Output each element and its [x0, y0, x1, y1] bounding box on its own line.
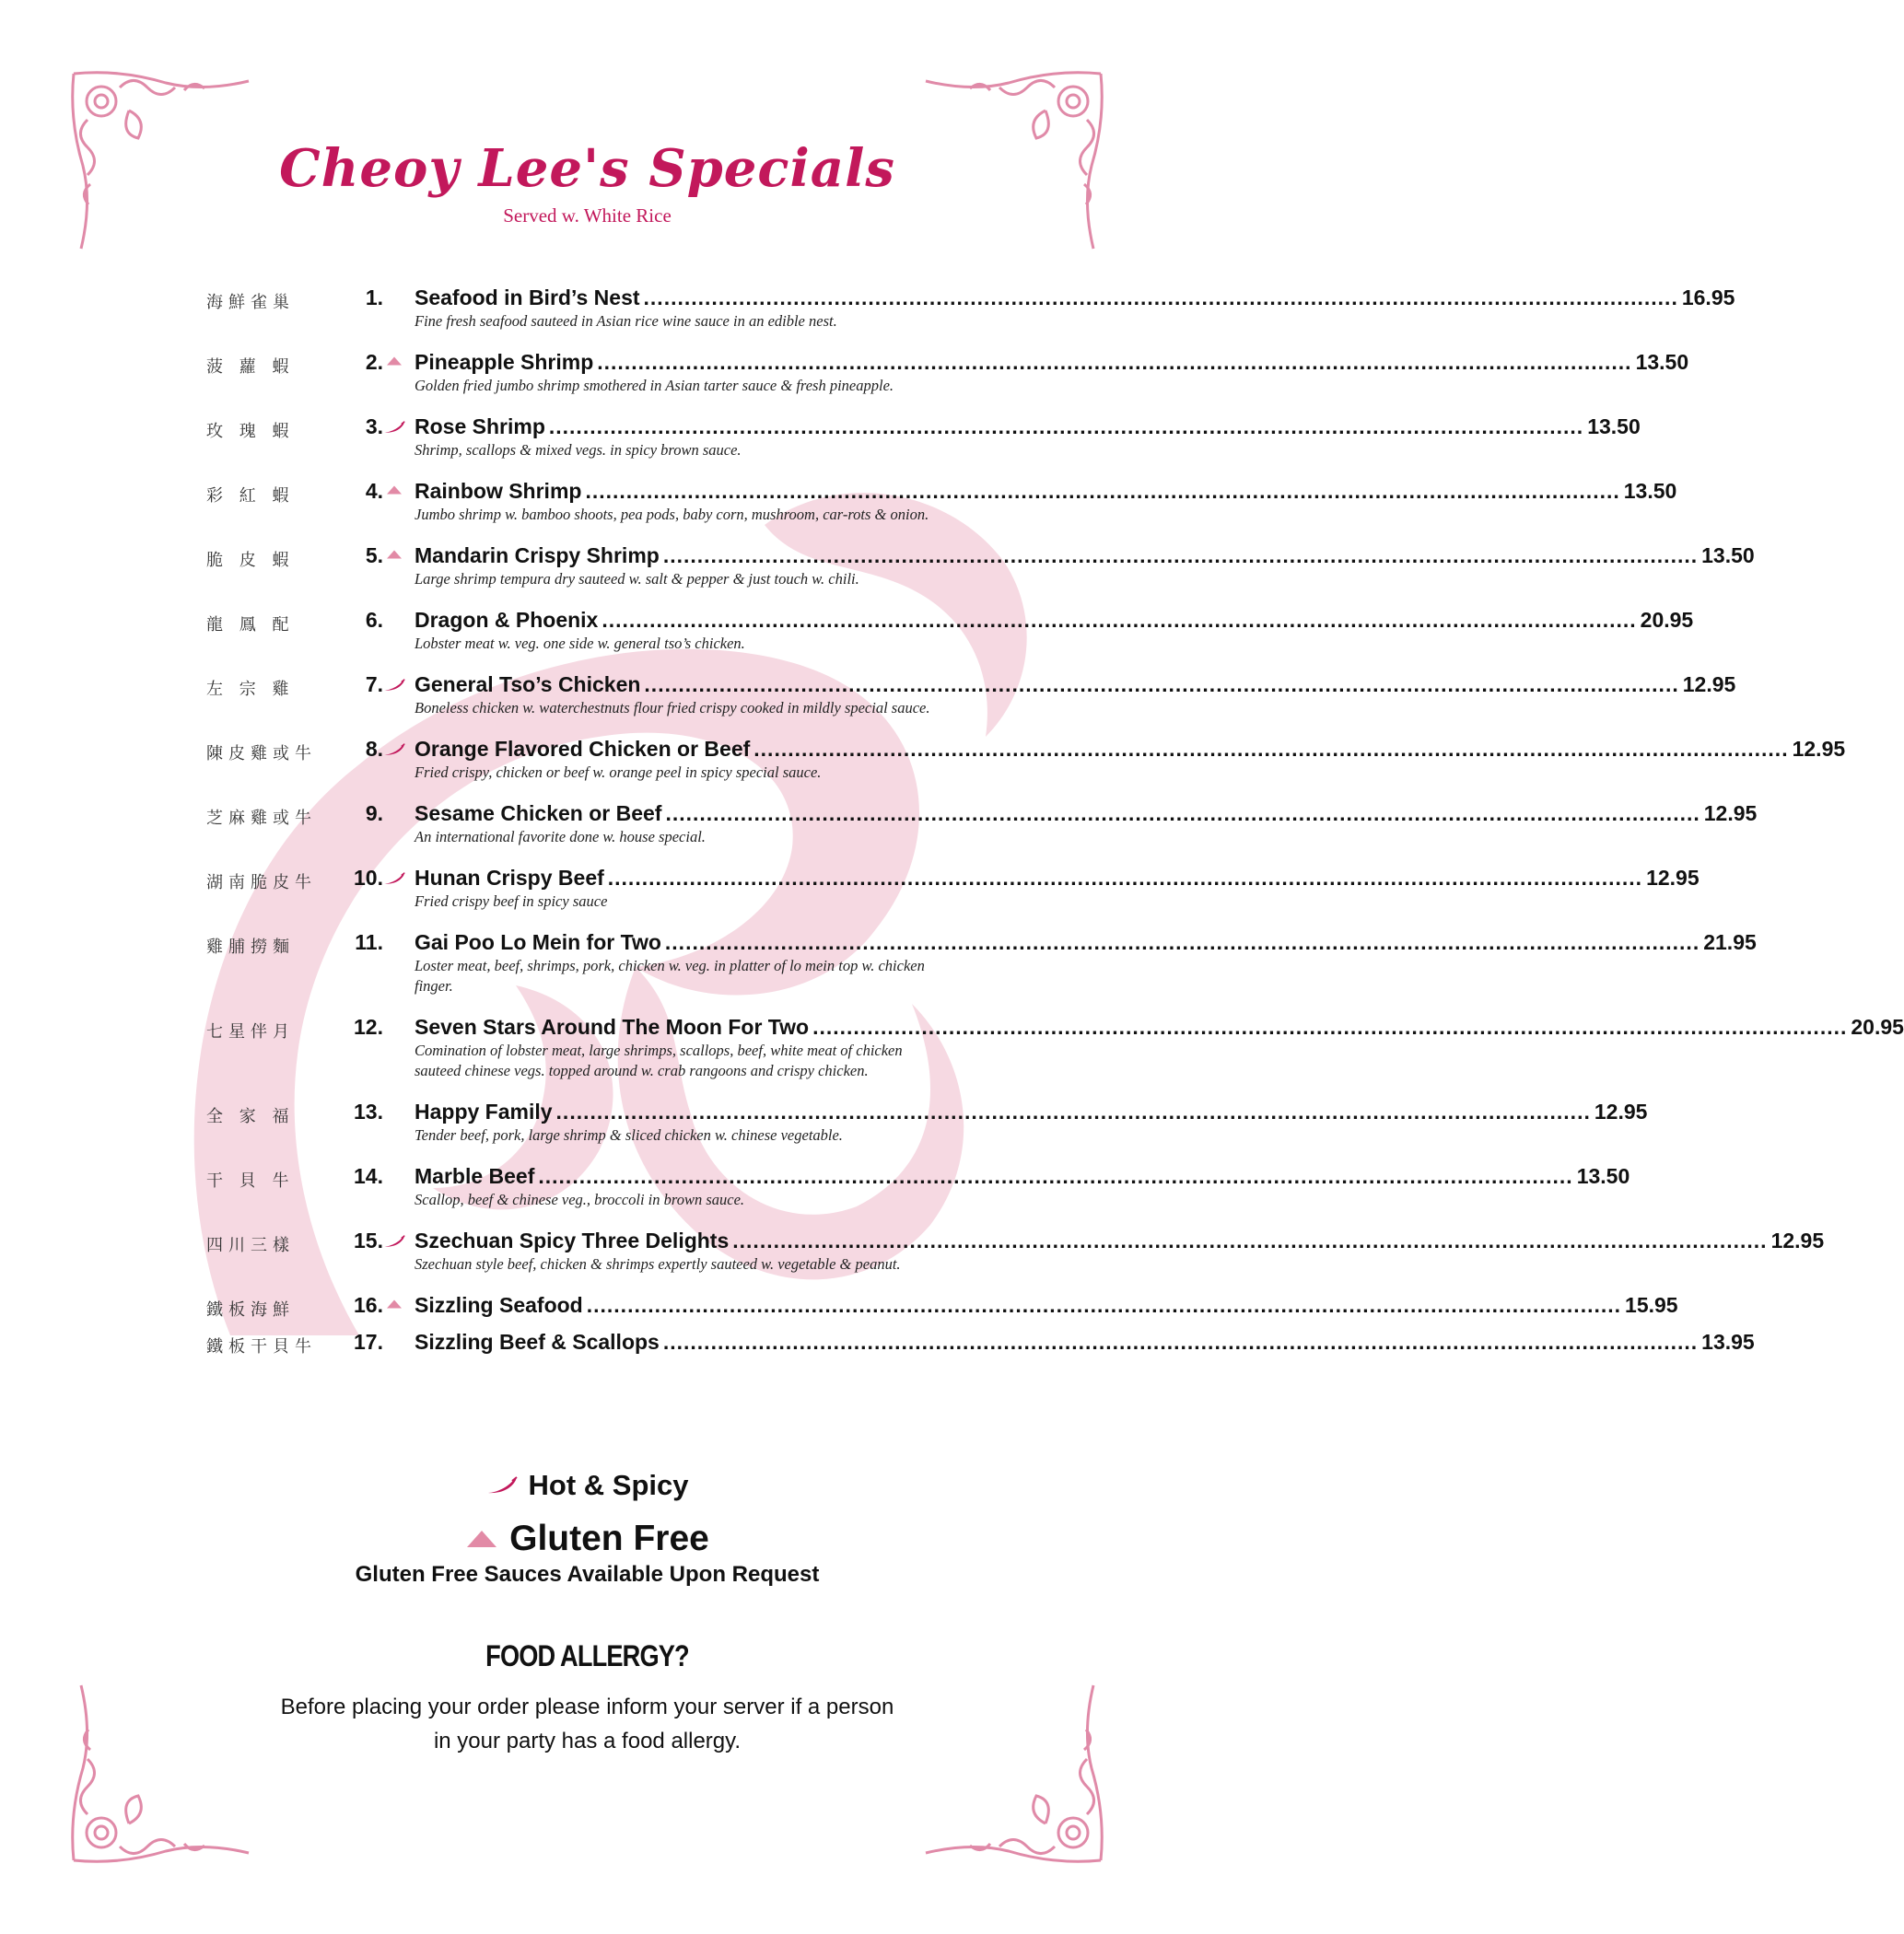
menu-item: [206, 801, 1758, 847]
menu-item: [206, 1229, 1825, 1275]
menu-item-description: An international favorite done w. house special.: [415, 828, 706, 845]
menu-item: [206, 608, 1694, 654]
menu-item-chinese-name: 全 家 福: [206, 1107, 295, 1126]
menu-item-icon-cell: [385, 930, 403, 996]
dot-leader: [602, 608, 1636, 633]
hot-spicy-icon: [383, 871, 405, 886]
hot-spicy-icon: [486, 1476, 518, 1495]
dot-leader: [732, 1229, 1767, 1253]
menu-item-line: [415, 801, 1757, 826]
menu-item-description: Fried crispy, chicken or beef w. orange peel in spicy special sauce.: [415, 763, 822, 781]
menu-item-number: 7.: [365, 672, 383, 696]
menu-item: [206, 543, 1755, 589]
hot-spicy-icon: [383, 678, 405, 693]
page-title: Cheoy Lee's Specials: [279, 138, 895, 199]
menu-item-name: Orange Flavored Chicken or Beef: [415, 737, 751, 761]
menu-item-number: 16.: [354, 1293, 383, 1317]
menu-item-description: Fried crispy beef in spicy sauce: [415, 892, 608, 910]
legend-gluten-free-label: Gluten Free: [509, 1519, 709, 1558]
menu-item-price: 13.50: [1701, 543, 1755, 567]
menu-item-description: Szechuan style beef, chicken & shrimps expertly sauteed w. vegetable & peanut.: [415, 1255, 901, 1273]
menu-item-icon-cell: [385, 1015, 403, 1081]
gluten-free-icon: [386, 549, 403, 560]
food-allergy-line-1: Before placing your order please inform your server if a person: [280, 1695, 894, 1719]
menu-item-price: 12.95: [1703, 801, 1758, 825]
menu-item-name: Gai Poo Lo Mein for Two: [415, 930, 661, 954]
menu-item-description: Jumbo shrimp w. bamboo shoots, pea pods, baby corn, mushroom, car-rots & onion.: [415, 506, 929, 523]
menu-item-body: [403, 479, 1676, 525]
menu-item-price: 15.95: [1625, 1293, 1678, 1317]
menu-item-chinese-name: 干 貝 牛: [206, 1171, 295, 1191]
hot-spicy-icon: [383, 1234, 405, 1249]
menu-item-number: 17.: [354, 1330, 383, 1354]
menu-item-icon-cell: [385, 1164, 403, 1210]
menu-item-icon-cell: [385, 350, 403, 396]
dot-leader: [549, 414, 1583, 439]
menu-item-icon-cell: [385, 1330, 403, 1357]
menu-item-line: [415, 1164, 1629, 1189]
dot-leader: [608, 866, 1642, 891]
legend-hot-spicy-label: Hot & Spicy: [528, 1469, 689, 1501]
menu-item-icon-cell: [385, 672, 403, 718]
menu-item-body: [403, 801, 1757, 847]
menu-item-description: Comination of lobster meat, large shrimps, scallops, beef, white meat of chicken sauteed chinese vegs. topped around w. crab rangoons and crispy chicken.: [415, 1042, 903, 1079]
menu-item-icon-cell: [385, 414, 403, 460]
menu-item-chinese-name: 芝麻雞或牛: [206, 809, 317, 828]
menu-item-line: [415, 285, 1735, 310]
menu-item-number: 5.: [365, 543, 383, 567]
menu-item-number: 4.: [365, 479, 383, 503]
dot-leader: [812, 1015, 1847, 1040]
menu-item-number: 8.: [365, 737, 383, 761]
menu-item-description: Loster meat, beef, shrimps, pork, chicken w. veg. in platter of lo mein top w. chicken finger.: [415, 957, 925, 995]
menu-item-icon-cell: [385, 737, 403, 783]
menu-item-line: [415, 543, 1755, 568]
menu-item-line: [415, 479, 1676, 504]
dot-leader: [663, 1330, 1698, 1355]
menu-item: [206, 866, 1700, 912]
menu-item-body: [403, 1330, 1755, 1357]
menu-item-line: [415, 737, 1845, 762]
menu-item-line: [415, 672, 1735, 697]
menu-item: [206, 285, 1735, 332]
menu-item-chinese-name: 鐵板干貝牛: [206, 1337, 317, 1357]
menu-item-price: 13.50: [1623, 479, 1677, 503]
menu-item: [206, 414, 1641, 460]
dot-leader: [665, 801, 1700, 826]
menu-item-name: Mandarin Crispy Shrimp: [415, 543, 660, 567]
menu-item: [206, 1293, 1678, 1321]
dot-leader: [597, 350, 1631, 375]
menu-item-line: [415, 1330, 1755, 1355]
menu-item-chinese-name: 雞脯撈麵: [206, 938, 295, 957]
menu-item-body: [403, 737, 1845, 783]
dot-leader: [753, 737, 1788, 762]
hot-spicy-icon: [383, 742, 405, 757]
menu-item-price: 12.95: [1594, 1100, 1648, 1124]
menu-item-number: 10.: [354, 866, 383, 890]
menu-item-body: [403, 608, 1693, 654]
menu-item-number: 12.: [354, 1015, 383, 1039]
menu-item-description: Golden fried jumbo shrimp smothered in Asian tarter sauce & fresh pineapple.: [415, 377, 894, 394]
menu-item-price: 13.50: [1576, 1164, 1630, 1188]
menu-item-icon-cell: [385, 285, 403, 332]
menu-item: [206, 350, 1689, 396]
menu-item-number: 2.: [365, 350, 383, 374]
menu-item-description: Large shrimp tempura dry sauteed w. salt & pepper & just touch w. chili.: [415, 570, 859, 588]
food-allergy-text: [0, 1690, 1174, 1758]
menu-item-body: [403, 930, 1757, 996]
menu-item-name: Sizzling Beef & Scallops: [415, 1330, 660, 1354]
menu-item-line: [415, 1229, 1824, 1253]
menu-item-icon-cell: [385, 608, 403, 654]
page-subtitle: Served w. White Rice: [503, 204, 672, 227]
menu-item-line: [415, 1015, 1904, 1040]
food-allergy-heading: FOOD ALLERGY?: [485, 1639, 689, 1672]
menu-item-body: [403, 866, 1700, 912]
menu-item-description: Scallop, beef & chinese veg., broccoli in brown sauce.: [415, 1191, 745, 1208]
dot-leader: [585, 479, 1619, 504]
menu-item-body: [403, 414, 1641, 460]
menu-item-body: [403, 350, 1688, 396]
menu-item-icon-cell: [385, 1100, 403, 1146]
menu-item-chinese-name: 玫 瑰 蝦: [206, 422, 295, 441]
menu-item-body: [403, 672, 1735, 718]
menu-item-number: 1.: [365, 285, 383, 309]
menu-item-line: [415, 1100, 1647, 1124]
menu-item-icon-cell: [385, 543, 403, 589]
menu-item-line: [415, 350, 1688, 375]
menu-list: [206, 267, 1904, 1357]
menu-item-name: General Tso’s Chicken: [415, 672, 641, 696]
menu-item-body: [403, 1100, 1647, 1146]
menu-item-body: [403, 285, 1735, 332]
menu-item-icon-cell: [385, 1229, 403, 1275]
menu-item-name: Sesame Chicken or Beef: [415, 801, 662, 825]
menu-item-description: Lobster meat w. veg. one side w. general tso’s chicken.: [415, 635, 745, 652]
menu-item-chinese-name: 海鮮雀巢: [206, 293, 295, 312]
menu-item-price: 12.95: [1770, 1229, 1825, 1252]
menu-item: [206, 1330, 1755, 1357]
dot-leader: [538, 1164, 1572, 1189]
dot-leader: [556, 1100, 1591, 1124]
menu-item-number: 3.: [365, 414, 383, 438]
menu-item-chinese-name: 四川三樣: [206, 1236, 295, 1255]
menu-item-chinese-name: 七星伴月: [206, 1022, 295, 1042]
legend-hot-spicy: [0, 1469, 1174, 1502]
menu-item-number: 6.: [365, 608, 383, 632]
menu-item-price: 16.95: [1681, 285, 1735, 309]
gluten-free-icon: [465, 1529, 498, 1549]
menu-item-price: 12.95: [1792, 737, 1846, 761]
menu-item-number: 14.: [354, 1164, 383, 1188]
menu-item-description: Fine fresh seafood sauteed in Asian rice wine sauce in an edible nest.: [415, 312, 837, 330]
menu-item-icon-cell: [385, 801, 403, 847]
menu-item: [206, 672, 1736, 718]
menu-item-name: Sizzling Seafood: [415, 1293, 583, 1317]
hot-spicy-icon: [383, 420, 405, 435]
menu-item-description: Shrimp, scallops & mixed vegs. in spicy brown sauce.: [415, 441, 742, 459]
menu-item-price: 20.95: [1851, 1015, 1904, 1039]
menu-item-name: Rose Shrimp: [415, 414, 545, 438]
menu-item-name: Rainbow Shrimp: [415, 479, 582, 503]
menu-item: [206, 1164, 1630, 1210]
menu-item-icon-cell: [385, 1293, 403, 1321]
dot-leader: [644, 285, 1678, 310]
dot-leader: [665, 930, 1700, 955]
menu-item-name: Seven Stars Around The Moon For Two: [415, 1015, 810, 1039]
menu-item-name: Happy Family: [415, 1100, 553, 1124]
menu-item-body: [403, 1015, 1904, 1081]
menu-item-chinese-name: 脆 皮 蝦: [206, 551, 295, 570]
menu-item: [206, 1100, 1648, 1146]
food-allergy-line-2: in your party has a food allergy.: [433, 1729, 742, 1753]
menu-item-name: Dragon & Phoenix: [415, 608, 599, 632]
menu-item-price: 13.50: [1587, 414, 1641, 438]
menu-item-name: Seafood in Bird’s Nest: [415, 285, 640, 309]
menu-item-price: 12.95: [1682, 672, 1736, 696]
menu-item-name: Hunan Crispy Beef: [415, 866, 604, 890]
menu-item-chinese-name: 彩 紅 蝦: [206, 486, 295, 506]
menu-item: [206, 930, 1757, 996]
menu-item-body: [403, 543, 1755, 589]
menu-item-chinese-name: 左 宗 雞: [206, 680, 295, 699]
menu-item-price: 21.95: [1703, 930, 1757, 954]
menu-item-price: 13.95: [1701, 1330, 1755, 1354]
dot-leader: [644, 672, 1678, 697]
dot-leader: [587, 1293, 1621, 1318]
gluten-free-icon: [386, 355, 403, 367]
menu-item-chinese-name: 陳皮雞或牛: [206, 744, 317, 763]
menu-item-chinese-name: 鐵板海鮮: [206, 1300, 295, 1320]
menu-item: [206, 479, 1677, 525]
menu-item-name: Pineapple Shrimp: [415, 350, 594, 374]
gluten-free-icon: [386, 484, 403, 495]
menu-item-chinese-name: 湖南脆皮牛: [206, 873, 317, 892]
menu-item-body: [403, 1293, 1678, 1321]
menu-item-body: [403, 1229, 1824, 1275]
menu-item-icon-cell: [385, 479, 403, 525]
menu-item-icon-cell: [385, 866, 403, 912]
menu-item-price: 13.50: [1635, 350, 1689, 374]
menu-item-line: [415, 930, 1757, 955]
menu-item-line: [415, 1293, 1678, 1318]
menu-item-number: 9.: [365, 801, 383, 825]
menu-item: [206, 1015, 1904, 1081]
dot-leader: [663, 543, 1698, 568]
menu-item-description: Boneless chicken w. waterchestnuts flour fried crispy cooked in mildly special sauce.: [415, 699, 930, 717]
menu-item-description: Tender beef, pork, large shrimp & sliced chicken w. chinese vegetable.: [415, 1126, 843, 1144]
legend-gluten-free: [0, 1518, 1174, 1559]
menu-item-line: [415, 414, 1641, 439]
menu-item-body: [403, 1164, 1629, 1210]
menu-item-price: 20.95: [1640, 608, 1694, 632]
menu-item-line: [415, 866, 1700, 891]
menu-item-number: 13.: [354, 1100, 383, 1124]
menu-item-price: 12.95: [1646, 866, 1700, 890]
menu-item-line: [415, 608, 1693, 633]
menu-item-number: 11.: [355, 930, 383, 954]
menu-item-name: Marble Beef: [415, 1164, 535, 1188]
gluten-free-note: Gluten Free Sauces Available Upon Request: [355, 1562, 820, 1587]
menu-item-chinese-name: 龍 鳳 配: [206, 615, 295, 635]
gluten-free-icon: [386, 1299, 403, 1310]
menu-item-number: 15.: [354, 1229, 383, 1252]
menu-item: [206, 737, 1846, 783]
menu-item-name: Szechuan Spicy Three Delights: [415, 1229, 730, 1252]
menu-item-chinese-name: 菠 蘿 蝦: [206, 357, 295, 377]
